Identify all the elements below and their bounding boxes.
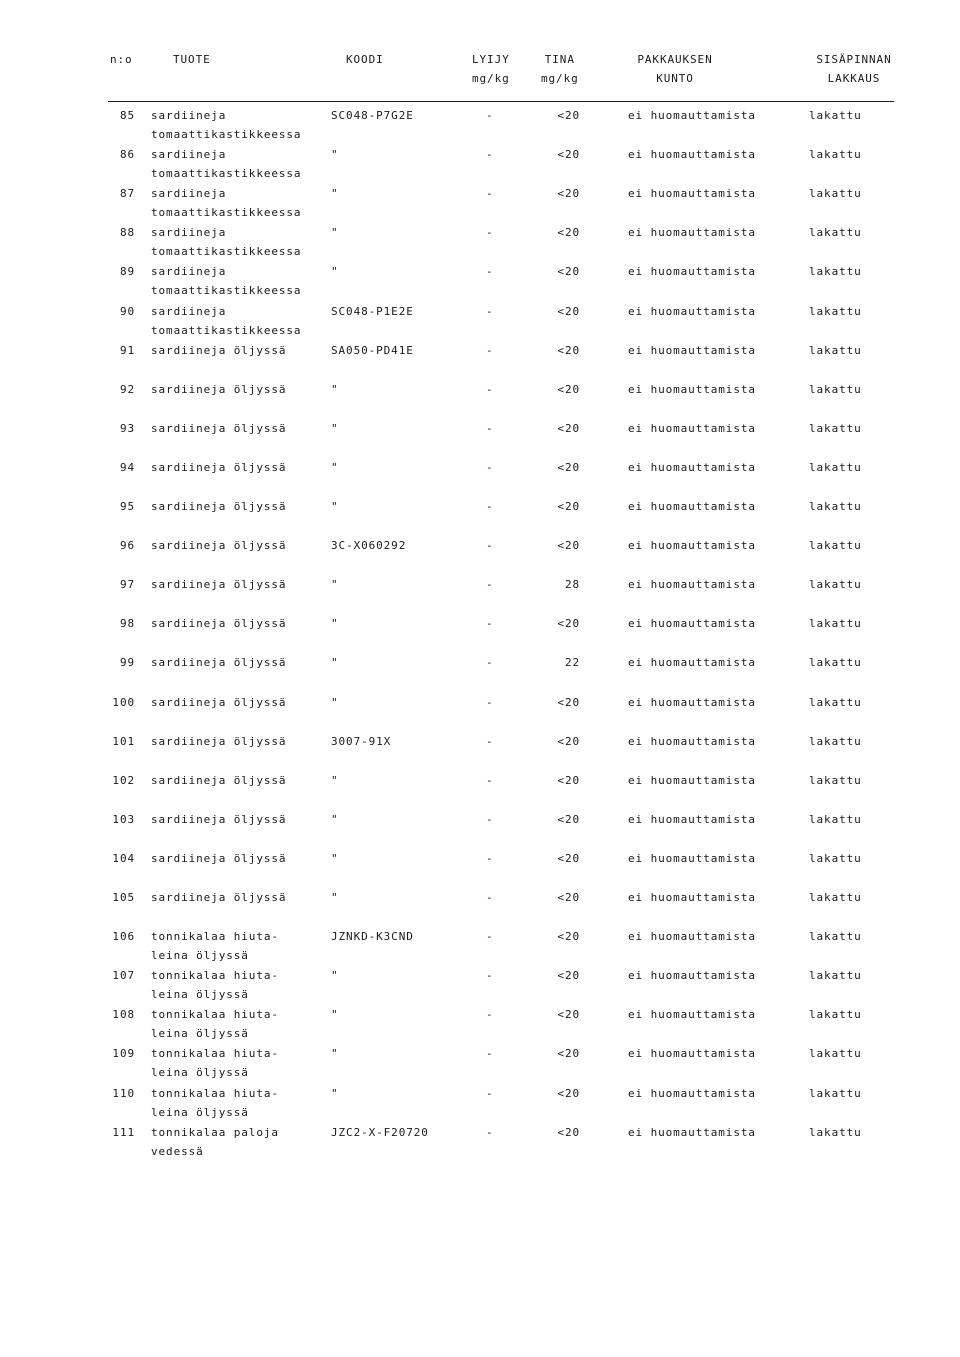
package-condition: ei huomauttamista <box>628 109 756 122</box>
tin-value: <20 <box>557 148 580 162</box>
lead-value: - <box>486 812 494 826</box>
lead-value: - <box>486 1125 494 1139</box>
product-name-continued: leina öljyssä <box>151 988 249 1002</box>
table-row <box>0 106 960 146</box>
row-number: 99 <box>119 656 135 670</box>
product-name-line: sardiineja <box>151 187 227 201</box>
lacquer-status: lakattu <box>809 851 862 865</box>
lacquer-status: lakattu <box>809 812 862 826</box>
row-number: 104 <box>112 851 135 865</box>
row-number: 86 <box>119 148 135 162</box>
product-code: " <box>331 891 339 904</box>
lead-value: - <box>486 617 494 631</box>
product-name-line: sardiineja öljyssä <box>151 851 287 865</box>
header-no: n:o <box>110 53 133 66</box>
package-condition: ei huomauttamista <box>628 969 756 983</box>
lead-value: - <box>486 539 494 553</box>
product-code: " <box>331 617 339 631</box>
product-name-line: tonnikalaa hiuta- <box>151 930 279 944</box>
lacquer-status: lakattu <box>809 891 862 904</box>
header-tin <box>541 50 579 88</box>
product-code: " <box>331 969 339 983</box>
header-tin-label: TINA <box>544 53 575 66</box>
product-name-line: tonnikalaa hiuta- <box>151 969 279 983</box>
tin-value: <20 <box>557 109 580 122</box>
product-name-continued: leina öljyssä <box>151 1066 249 1080</box>
table-row <box>0 1005 960 1045</box>
row-number: 110 <box>112 1086 135 1100</box>
row-number: 85 <box>119 109 135 122</box>
lead-value: - <box>486 578 494 592</box>
row-number: 95 <box>119 500 135 513</box>
product-name-continued: tomaattikastikkeessa <box>151 167 302 181</box>
product-name-line: tonnikalaa hiuta- <box>151 1086 279 1100</box>
header-lead-label: LYIJY <box>472 53 510 66</box>
lacquer-status: lakattu <box>809 1047 862 1061</box>
table-row <box>0 614 960 654</box>
product-name-continued: leina öljyssä <box>151 1105 249 1119</box>
tin-value: <20 <box>557 226 580 240</box>
table-row <box>0 653 960 693</box>
product-name-continued: leina öljyssä <box>151 949 249 963</box>
lacquer-status: lakattu <box>809 226 862 240</box>
table-row <box>0 419 960 459</box>
product-name-line: sardiineja <box>151 148 227 162</box>
product-name-line: tonnikalaa paloja <box>151 1125 279 1139</box>
lead-value: - <box>486 656 494 670</box>
lacquer-status: lakattu <box>809 1125 862 1139</box>
package-condition: ei huomauttamista <box>628 148 756 162</box>
package-condition: ei huomauttamista <box>628 382 756 396</box>
product-name-continued: vedessä <box>151 1144 204 1158</box>
table-row <box>0 732 960 772</box>
tin-value: <20 <box>557 1008 580 1022</box>
tin-value: <20 <box>557 891 580 904</box>
lacquer-status: lakattu <box>809 930 862 944</box>
tin-value: <20 <box>557 304 580 318</box>
lacquer-status: lakattu <box>809 695 862 709</box>
row-number: 111 <box>112 1125 135 1139</box>
product-name-line: sardiineja <box>151 109 227 122</box>
row-number: 105 <box>112 891 135 904</box>
package-condition: ei huomauttamista <box>628 500 756 513</box>
product-code: " <box>331 187 339 201</box>
product-name-continued: tomaattikastikkeessa <box>151 206 302 220</box>
row-number: 101 <box>112 734 135 748</box>
lacquer-status: lakattu <box>809 343 862 357</box>
table-row <box>0 341 960 381</box>
tin-value: <20 <box>557 617 580 631</box>
lacquer-status: lakattu <box>809 187 862 201</box>
table-row <box>0 693 960 733</box>
row-number: 108 <box>112 1008 135 1022</box>
tin-value: <20 <box>557 734 580 748</box>
product-name-line: sardiineja <box>151 304 227 318</box>
package-condition: ei huomauttamista <box>628 812 756 826</box>
product-name-continued: tomaattikastikkeessa <box>151 128 302 141</box>
row-number: 93 <box>119 421 135 435</box>
tin-value: 22 <box>564 656 580 670</box>
tin-value: <20 <box>557 382 580 396</box>
lacquer-status: lakattu <box>809 734 862 748</box>
lead-value: - <box>486 695 494 709</box>
package-condition: ei huomauttamista <box>628 187 756 201</box>
row-number: 109 <box>112 1047 135 1061</box>
lead-value: - <box>486 148 494 162</box>
product-code: " <box>331 773 339 787</box>
table-row <box>0 497 960 537</box>
tin-value: <20 <box>557 812 580 826</box>
product-code: " <box>331 265 339 279</box>
lead-value: - <box>486 891 494 904</box>
product-code: SA050-PD41E <box>331 343 414 357</box>
lead-value: - <box>486 421 494 435</box>
lead-value: - <box>486 500 494 513</box>
product-code: SC048-P1E2E <box>331 304 414 318</box>
row-number: 107 <box>112 969 135 983</box>
product-code: " <box>331 695 339 709</box>
row-number: 96 <box>119 539 135 553</box>
header-tin-unit: mg/kg <box>541 72 579 85</box>
table-row <box>0 223 960 263</box>
row-number: 92 <box>119 382 135 396</box>
product-name-line: sardiineja öljyssä <box>151 539 287 553</box>
lead-value: - <box>486 187 494 201</box>
lacquer-status: lakattu <box>809 773 862 787</box>
header-package <box>635 50 715 88</box>
tin-value: <20 <box>557 1047 580 1061</box>
package-condition: ei huomauttamista <box>628 460 756 474</box>
tin-value: <20 <box>557 773 580 787</box>
tin-value: 28 <box>564 578 580 592</box>
product-code: " <box>331 656 339 670</box>
table-row <box>0 1123 960 1163</box>
product-code: " <box>331 382 339 396</box>
lacquer-status: lakattu <box>809 617 862 631</box>
product-code: 3C-X060292 <box>331 539 407 553</box>
header-lead <box>472 50 510 88</box>
row-number: 89 <box>119 265 135 279</box>
product-code: " <box>331 1008 339 1022</box>
tin-value: <20 <box>557 500 580 513</box>
lead-value: - <box>486 969 494 983</box>
product-name-line: sardiineja öljyssä <box>151 421 287 435</box>
package-condition: ei huomauttamista <box>628 343 756 357</box>
table-row <box>0 262 960 302</box>
row-number: 87 <box>119 187 135 201</box>
product-code: " <box>331 421 339 435</box>
tin-value: <20 <box>557 1125 580 1139</box>
package-condition: ei huomauttamista <box>628 421 756 435</box>
lacquer-status: lakattu <box>809 421 862 435</box>
lacquer-status: lakattu <box>809 500 862 513</box>
product-name-continued: tomaattikastikkeessa <box>151 245 302 259</box>
lead-value: - <box>486 304 494 318</box>
table-row <box>0 927 960 967</box>
lacquer-status: lakattu <box>809 969 862 983</box>
lacquer-status: lakattu <box>809 1086 862 1100</box>
lead-value: - <box>486 109 494 122</box>
tin-value: <20 <box>557 265 580 279</box>
package-condition: ei huomauttamista <box>628 1047 756 1061</box>
lead-value: - <box>486 1047 494 1061</box>
header-lacquer-label: SISÄPINNAN <box>816 53 892 66</box>
lacquer-status: lakattu <box>809 539 862 553</box>
product-name-continued: tomaattikastikkeessa <box>151 284 302 298</box>
table-row <box>0 302 960 342</box>
header-package-label: PAKKAUKSEN <box>637 53 713 66</box>
package-condition: ei huomauttamista <box>628 930 756 944</box>
tin-value: <20 <box>557 421 580 435</box>
tin-value: <20 <box>557 1086 580 1100</box>
lead-value: - <box>486 734 494 748</box>
product-code: JZC2-X-F20720 <box>331 1125 429 1139</box>
row-number: 102 <box>112 773 135 787</box>
tin-value: <20 <box>557 539 580 553</box>
package-condition: ei huomauttamista <box>628 539 756 553</box>
product-code: 3007-91X <box>331 734 392 748</box>
lacquer-status: lakattu <box>809 304 862 318</box>
lead-value: - <box>486 460 494 474</box>
table-row <box>0 849 960 889</box>
product-name-line: sardiineja <box>151 265 227 279</box>
lead-value: - <box>486 930 494 944</box>
package-condition: ei huomauttamista <box>628 851 756 865</box>
product-code: JZNKD-K3CND <box>331 930 414 944</box>
row-number: 100 <box>112 695 135 709</box>
table-row <box>0 771 960 811</box>
lacquer-status: lakattu <box>809 656 862 670</box>
product-code: " <box>331 851 339 865</box>
row-number: 91 <box>119 343 135 357</box>
package-condition: ei huomauttamista <box>628 695 756 709</box>
product-name-line: sardiineja öljyssä <box>151 695 287 709</box>
product-name-line: sardiineja <box>151 226 227 240</box>
lead-value: - <box>486 851 494 865</box>
product-name-line: tonnikalaa hiuta- <box>151 1047 279 1061</box>
table-row <box>0 1044 960 1084</box>
package-condition: ei huomauttamista <box>628 265 756 279</box>
product-code: " <box>331 578 339 592</box>
package-condition: ei huomauttamista <box>628 1125 756 1139</box>
lacquer-status: lakattu <box>809 1008 862 1022</box>
product-code: " <box>331 1086 339 1100</box>
product-code: " <box>331 148 339 162</box>
product-name-line: sardiineja öljyssä <box>151 773 287 787</box>
product-name-line: sardiineja öljyssä <box>151 382 287 396</box>
row-number: 94 <box>119 460 135 474</box>
tin-value: <20 <box>557 851 580 865</box>
lead-value: - <box>486 1086 494 1100</box>
lacquer-status: lakattu <box>809 109 862 122</box>
product-name-continued: tomaattikastikkeessa <box>151 323 302 337</box>
package-condition: ei huomauttamista <box>628 226 756 240</box>
row-number: 98 <box>119 617 135 631</box>
row-number: 90 <box>119 304 135 318</box>
table-row <box>0 458 960 498</box>
lacquer-status: lakattu <box>809 148 862 162</box>
header-lead-unit: mg/kg <box>472 72 510 85</box>
package-condition: ei huomauttamista <box>628 578 756 592</box>
product-code: " <box>331 500 339 513</box>
package-condition: ei huomauttamista <box>628 773 756 787</box>
lead-value: - <box>486 265 494 279</box>
table-row <box>0 810 960 850</box>
product-name-continued: leina öljyssä <box>151 1027 249 1041</box>
lead-value: - <box>486 382 494 396</box>
row-number: 88 <box>119 226 135 240</box>
row-number: 106 <box>112 930 135 944</box>
table-row <box>0 888 960 928</box>
package-condition: ei huomauttamista <box>628 1008 756 1022</box>
product-name-line: sardiineja öljyssä <box>151 812 287 826</box>
lacquer-status: lakattu <box>809 578 862 592</box>
product-code: " <box>331 1047 339 1061</box>
package-condition: ei huomauttamista <box>628 304 756 318</box>
product-name-line: sardiineja öljyssä <box>151 578 287 592</box>
tin-value: <20 <box>557 187 580 201</box>
package-condition: ei huomauttamista <box>628 1086 756 1100</box>
header-rule <box>108 101 894 102</box>
product-name-line: sardiineja öljyssä <box>151 343 287 357</box>
product-code: " <box>331 812 339 826</box>
lead-value: - <box>486 773 494 787</box>
product-name-line: sardiineja öljyssä <box>151 500 287 513</box>
tin-value: <20 <box>557 930 580 944</box>
row-number: 103 <box>112 812 135 826</box>
tin-value: <20 <box>557 695 580 709</box>
lacquer-status: lakattu <box>809 265 862 279</box>
table-row <box>0 536 960 576</box>
package-condition: ei huomauttamista <box>628 734 756 748</box>
package-condition: ei huomauttamista <box>628 891 756 904</box>
product-code: " <box>331 460 339 474</box>
table-row <box>0 380 960 420</box>
lead-value: - <box>486 226 494 240</box>
lacquer-status: lakattu <box>809 460 862 474</box>
product-name-line: sardiineja öljyssä <box>151 460 287 474</box>
package-condition: ei huomauttamista <box>628 617 756 631</box>
header-lacquer-sub: LAKKAUS <box>827 72 881 85</box>
product-name-line: sardiineja öljyssä <box>151 891 287 904</box>
product-code: " <box>331 226 339 240</box>
header-product: TUOTE <box>173 53 211 66</box>
lacquer-status: lakattu <box>809 382 862 396</box>
lead-value: - <box>486 343 494 357</box>
row-number: 97 <box>119 578 135 592</box>
header-lacquer <box>814 50 894 88</box>
table-row <box>0 145 960 185</box>
product-code: SC048-P7G2E <box>331 109 414 122</box>
table-row <box>0 575 960 615</box>
lead-value: - <box>486 1008 494 1022</box>
table-row <box>0 184 960 224</box>
table-row <box>0 1084 960 1124</box>
table-row <box>0 966 960 1006</box>
header-package-sub: KUNTO <box>656 72 694 85</box>
product-name-line: tonnikalaa hiuta- <box>151 1008 279 1022</box>
tin-value: <20 <box>557 969 580 983</box>
package-condition: ei huomauttamista <box>628 656 756 670</box>
product-name-line: sardiineja öljyssä <box>151 734 287 748</box>
header-code: KOODI <box>346 53 384 66</box>
tin-value: <20 <box>557 460 580 474</box>
product-name-line: sardiineja öljyssä <box>151 656 287 670</box>
tin-value: <20 <box>557 343 580 357</box>
product-name-line: sardiineja öljyssä <box>151 617 287 631</box>
